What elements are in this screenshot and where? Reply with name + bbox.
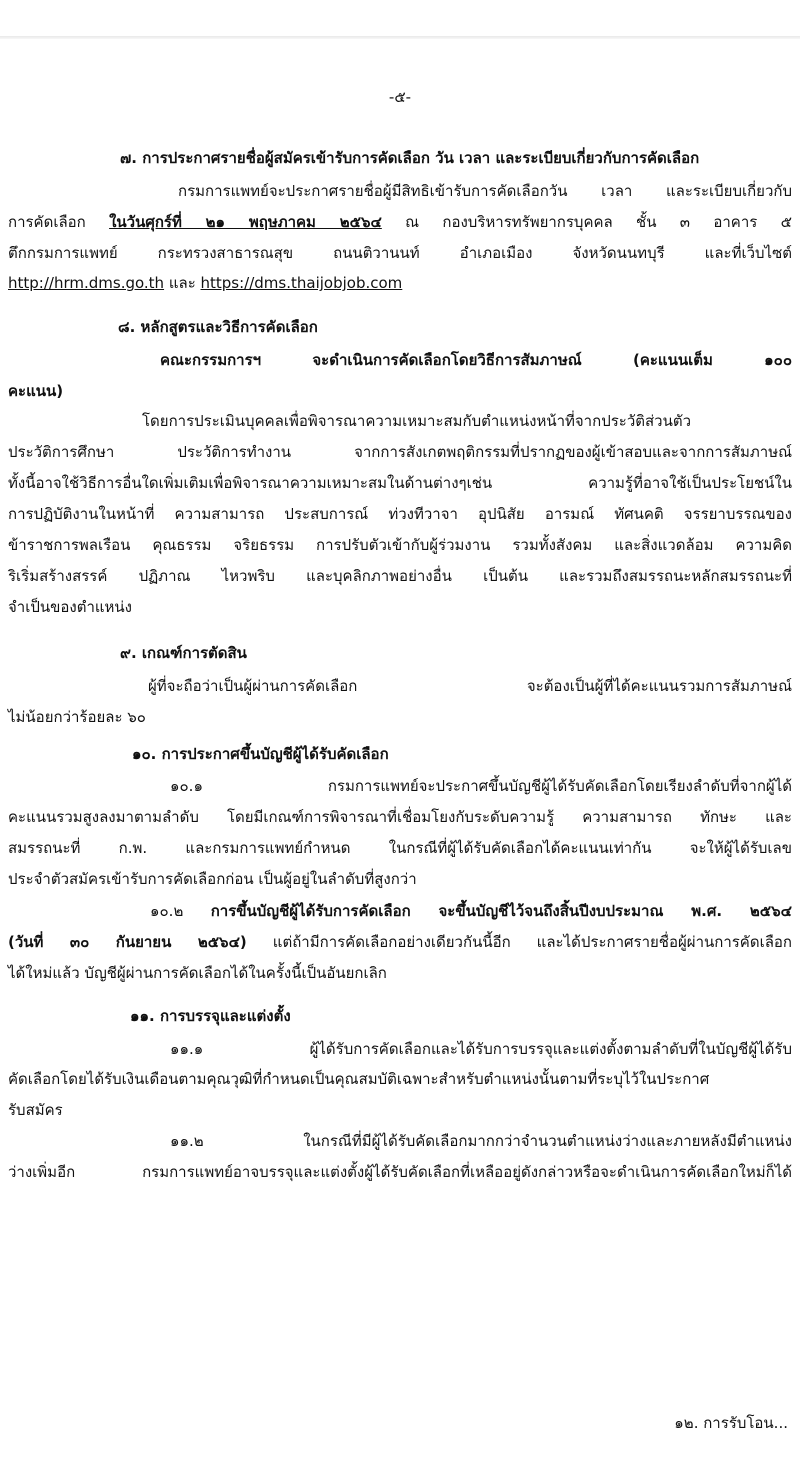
section-7-line: กรมการแพทย์จะประกาศรายชื่อผู้มีสิทธิเข้ารับการคัดเลือกวัน เวลา และระเบียบเกี่ยวกับ [178, 182, 792, 200]
section-8-paragraph-line: โดยการประเมินบุคคลเพื่อพิจารณาความเหมาะสมกับตำแหน่งหน้าที่จากประวัติส่วนตัว [142, 412, 691, 430]
section-7-links [8, 273, 402, 293]
section-8-paragraph-line: ข้าราชการพลเรือน คุณธรรม จริยธรรม การปรับตัวเข้ากับผู้ร่วมงาน รวมทั้งสังคม และสิ่งแวดล้อม ความคิด [8, 536, 792, 554]
section-9-line: ไม่น้อยกว่าร้อยละ ๖๐ [8, 708, 146, 726]
section-8-paragraph-line: ทั้งนี้อาจใช้วิธีการอื่นใดเพิ่มเติมเพื่อพิจารณาความเหมาะสมในด้านต่างๆเช่น ความรู้ที่อาจใช้เป็นประโยชน์ใน [8, 474, 792, 492]
page-number: -๕- [388, 88, 412, 106]
website-link-hrm[interactable]: http://hrm.dms.go.th [8, 274, 165, 292]
text-fragment: การขึ้นบัญชีผู้ได้รับการคัดเลือก จะขึ้นบัญชีไว้จนถึงสิ้นปีงบประมาณ พ.ศ. ๒๕๖๔ [210, 902, 792, 920]
section-7-line [8, 212, 792, 232]
text-fragment: และ [164, 274, 201, 292]
section-8-line: คณะกรรมการฯ จะดำเนินการคัดเลือกโดยวิธีการสัมภาษณ์ (คะแนนเต็ม ๑๐๐ [160, 351, 792, 369]
section-11-line: ๑๑.๑ ผู้ได้รับการคัดเลือกและได้รับการบรรจุและแต่งตั้งตามลำดับที่ในบัญชีผู้ได้รับ [170, 1040, 792, 1058]
section-10-heading: ๑๐. การประกาศขึ้นบัญชีผู้ได้รับคัดเลือก [132, 745, 389, 763]
text-fragment: ๑๐.๒ [150, 902, 211, 920]
next-page-continuation: ๑๒. การรับโอน... [674, 1414, 788, 1432]
text-fragment: การคัดเลือก [8, 213, 110, 231]
section-10-line: ๑๐.๑ กรมการแพทย์จะประกาศขึ้นบัญชีผู้ได้รับคัดเลือกโดยเรียงลำดับที่จากผู้ได้ [170, 777, 792, 795]
section-10-line [8, 932, 792, 952]
announcement-date: ในวันศุกร์ที่ ๒๑ พฤษภาคม ๒๕๖๔ [109, 213, 382, 231]
section-8-paragraph-line: จำเป็นของตำแหน่ง [8, 598, 132, 616]
section-11-line: คัดเลือกโดยได้รับเงินเดือนตามคุณวุฒิที่กำหนดเป็นคุณสมบัติเฉพาะสำหรับตำแหน่งนั้นตามที่ระบุไว้ในประกาศ [8, 1070, 710, 1088]
section-11-line: ว่างเพิ่มอีก กรมการแพทย์อาจบรรจุและแต่งตั้งผู้ได้รับคัดเลือกที่เหลืออยู่ดังกล่าวหรือจะดำเนินการคัดเลือกใหม่ก็ได้ [8, 1163, 792, 1181]
section-11-line: รับสมัคร [8, 1101, 63, 1119]
section-11-heading: ๑๑. การบรรจุและแต่งตั้ง [130, 1007, 291, 1025]
section-9-heading: ๙. เกณฑ์การตัดสิน [120, 644, 247, 662]
section-8-line: คะแนน) [8, 382, 64, 400]
section-10-line: คะแนนรวมสูงลงมาตามลำดับ โดยมีเกณฑ์การพิจารณาที่เชื่อมโยงกับระดับความรู้ ความสามารถ ทักษะ และ [8, 808, 792, 826]
section-8-paragraph-line: ประวัติการศึกษา ประวัติการทำงาน จากการสังเกตพฤติกรรมที่ปรากฏของผู้เข้าสอบและจากการสัมภาษณ์ [8, 443, 792, 461]
section-8-paragraph-line: การปฏิบัติงานในหน้าที่ ความสามารถ ประสบการณ์ ท่วงทีวาจา อุปนิสัย อารมณ์ ทัศนคติ จรรยาบรรณของ [8, 505, 792, 523]
section-9-line: ผู้ที่จะถือว่าเป็นผู้ผ่านการคัดเลือก จะต้องเป็นผู้ที่ได้คะแนนรวมการสัมภาษณ์ [148, 677, 792, 695]
section-8-heading: ๘. หลักสูตรและวิธีการคัดเลือก [118, 318, 318, 336]
text-fragment: ณ กองบริหารทรัพยากรบุคคล ชั้น ๓ อาคาร ๕ [381, 213, 792, 231]
section-11-line: ๑๑.๒ ในกรณีที่มีผู้ได้รับคัดเลือกมากกว่าจำนวนตำแหน่งว่างและภายหลังมีตำแหน่ง [170, 1132, 792, 1150]
section-8-paragraph-line: ริเริ่มสร้างสรรค์ ปฏิภาณ ไหวพริบ และบุคลิกภาพอย่างอื่น เป็นต้น และรวมถึงสมรรถนะหลักสมรรถนะที่ [8, 567, 792, 585]
section-10-line: สมรรถนะที่ ก.พ. และกรมการแพทย์กำหนด ในกรณีที่ผู้ได้รับคัดเลือกได้คะแนนเท่ากัน จะให้ผู้ได้รับเลข [8, 839, 792, 857]
section-7-line: ตึกกรมการแพทย์ กระทรวงสาธารณสุข ถนนติวานนท์ อำเภอเมือง จังหวัดนนทบุรี และที่เว็บไซต์ [8, 244, 792, 262]
section-10-line: ได้ใหม่แล้ว บัญชีผู้ผ่านการคัดเลือกได้ในครั้งนี้เป็นอันยกเลิก [8, 964, 387, 982]
section-10-line: ประจำตัวสมัครเข้ารับการคัดเลือกก่อน เป็นผู้อยู่ในลำดับที่สูงกว่า [8, 870, 417, 888]
section-10-line [150, 901, 792, 921]
text-fragment: (วันที่ ๓๐ กันยายน ๒๕๖๔) [8, 933, 247, 951]
text-fragment: แต่ถ้ามีการคัดเลือกอย่างเดียวกันนี้อีก และได้ประกาศรายชื่อผู้ผ่านการคัดเลือก [246, 933, 792, 951]
section-7-heading: ๗. การประกาศรายชื่อผู้สมัครเข้ารับการคัดเลือก วัน เวลา และระเบียบเกี่ยวกับการคัดเลือก [120, 149, 700, 167]
scan-top-edge [0, 36, 800, 39]
website-link-thaijobjob[interactable]: https://dms.thaijobjob.com [200, 274, 403, 292]
